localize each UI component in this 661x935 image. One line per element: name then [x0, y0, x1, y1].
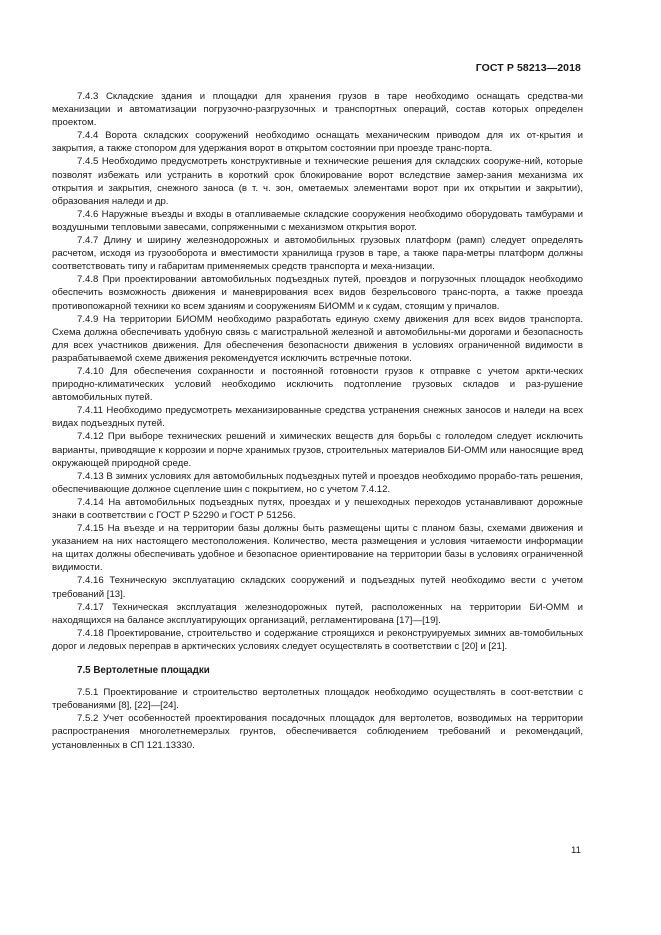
paragraph: 7.4.13 В зимних условиях для автомобильных подъездных путей и проездов необходимо прорабо-тать решения, обеспечивающие должное сцепление шин с покрытием, но с учетом 7.4.12. — [52, 470, 583, 495]
paragraph: 7.4.14 На автомобильных подъездных путях, проездах и у пешеходных переходов устанавливают дорожные знаки в соответствии с ГОСТ Р 52290 и ГОСТ Р 51256. — [52, 496, 583, 521]
paragraph: 7.4.7 Длину и ширину железнодорожных и автомобильных грузовых платформ (рамп) следует определять расчетом, исходя из грузооборота и вместимости хранилища грузов в таре, а также пара-метры платформ должны соответствовать типу и габаритам применяемых средств транспорта и меха-низации. — [52, 235, 583, 273]
document-body — [52, 90, 583, 752]
paragraph: 7.4.11 Необходимо предусмотреть механизированные средства устранения снежных заносов и наледи на всех видах подъездных путей. — [52, 405, 583, 430]
section-7-5-paragraphs — [52, 686, 583, 751]
paragraph: 7.4.18 Проектирование, строительство и содержание строящихся и реконструируемых зимних ав-томобильных дорог и ледовых переправ в арктических условиях следует осуществлять в соответствии с [20] и [21]. — [52, 627, 583, 652]
document-id-header: ГОСТ Р 58213—2018 — [475, 62, 581, 74]
paragraph: 7.4.9 На территории БИОММ необходимо разработать единую схему движения для всех видов транспорта. Схема должна обеспечивать удобную связь с магистральной железной и автомобильны-ми дорогами и безопасность для всех участников движения. Для обеспечения безопасности движения в условиях ограниченной видимости в разрабатываемой схеме движения рекомендуется исключить встречные потоки. — [52, 313, 583, 364]
paragraph: 7.4.6 Наружные въезды и входы в отапливаемые складские сооружения необходимо оборудовать тамбурами и воздушными тепловыми завесами, сопряженными с механизмом открытия ворот. — [52, 208, 583, 233]
paragraph: 7.4.4 Ворота складских сооружений необходимо оснащать механическим приводом для их от-крытия и закрытия, а также стопором для удержания ворот в открытом состоянии при проезде транс-порта. — [52, 130, 583, 155]
paragraph: 7.4.5 Необходимо предусмотреть конструктивные и технические решения для складских сооруже-ний, которые позволят избежать или устранить в короткий срок блокирование ворот вследствие замер-зания механизма их открытия и закрытия, снежного заноса (в т. ч. зон, ометаемых элементами ворот при их открытии и закрытии), образования наледи и др. — [52, 156, 583, 207]
paragraph: 7.4.12 При выборе технических решений и химических веществ для борьбы с гололедом следует исключить варианты, приводящие к коррозии и порче хранимых грузов, строительных материалов БИ-ОММ или наносящие вред окружающей природной среде. — [52, 431, 583, 469]
paragraph: 7.4.15 На въезде и на территории базы должны быть размещены щиты с планом базы, схемами движения и указанием на них настоящего местоположения. Количество, места размещения и условия читаемости информации на щитах должны обеспечивать удобное и безопасное ориентирование на территории базы в условиях ограниченной видимости. — [52, 523, 583, 574]
page-number: 11 — [571, 845, 581, 856]
section-heading: 7.5 Вертолетные площадки — [77, 665, 210, 677]
paragraph: 7.5.1 Проектирование и строительство вертолетных площадок необходимо осуществлять в соот-ветствии с требованиями [8], [22]—[24]. — [52, 687, 583, 712]
section-7-4-paragraphs — [52, 90, 583, 653]
paragraph: 7.4.8 При проектировании автомобильных подъездных путей, проездов и погрузочных площадок необходимо обеспечить возможность движения и маневрирования всех видов безрельсового транс-порта, а также проезда противопожарной техники ко всем зданиям и сооружениям БИОММ и к судам, стоящим у причалов. — [52, 274, 583, 312]
paragraph: 7.4.16 Техническую эксплуатацию складских сооружений и подъездных путей необходимо вести с учетом требований [13]. — [52, 575, 583, 600]
paragraph: 7.5.2 Учет особенностей проектирования посадочных площадок для вертолетов, возводимых на территории распространения многолетнемерзлых грунтов, обеспечивается соблюдением требований и рекомендаций, установленных в СП 121.13330. — [52, 713, 583, 751]
paragraph: 7.4.10 Для обеспечения сохранности и постоянной готовности грузов к отправке с учетом аркти-ческих природно-климатических условий необходимо исключить подтопление грузовых складов и раз-рушение автомобильных путей. — [52, 365, 583, 404]
paragraph: 7.4.3 Складские здания и площадки для хранения грузов в таре необходимо оснащать средства-ми механизации и автоматизации погрузочно-разгрузочных и транспортных операций, состав которых определен проектом. — [52, 91, 583, 129]
paragraph: 7.4.17 Техническая эксплуатация железнодорожных путей, расположенных на территории БИ-ОММ и находящихся на балансе эксплуатирующих организаций, регламентирована [17]—[19]. — [52, 601, 583, 626]
